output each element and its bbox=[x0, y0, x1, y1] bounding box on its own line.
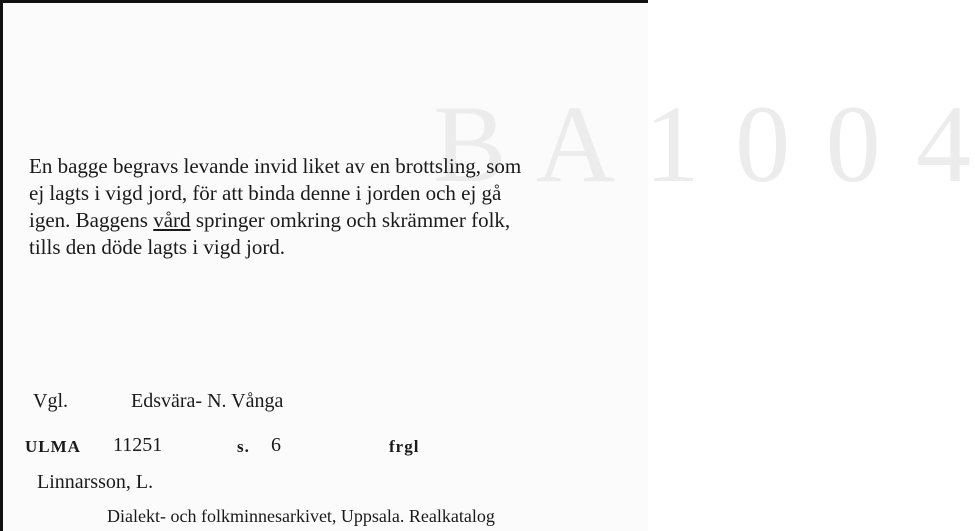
archive-code: ULMA bbox=[25, 437, 81, 456]
page-number: 6 bbox=[271, 434, 281, 456]
text-line-4: tills den döde lagts i vigd jord. bbox=[29, 235, 286, 259]
text-line-2: ej lagts i vigd jord, för att binda denne i jorden och ej gå bbox=[29, 181, 502, 205]
text-line-3-end: springer omkring och skrämmer folk, bbox=[190, 208, 511, 232]
vgl-label: Vgl. bbox=[33, 390, 68, 412]
recorder-name: Linnarsson, L. bbox=[37, 471, 154, 493]
place-name: Edsvära- N. Vånga bbox=[131, 390, 284, 412]
category: frgl bbox=[389, 437, 420, 456]
text-line-3 bbox=[29, 207, 639, 234]
bleed-through-marks: B A 1 0 0 4 bbox=[433, 83, 975, 205]
archive-footer: Dialekt- och folkminnesarkivet, Uppsala. Realkatalog bbox=[107, 506, 495, 526]
page-label: s. bbox=[237, 437, 250, 456]
record-number: 11251 bbox=[113, 434, 163, 456]
text-line-1: En bagge begravs levande invid liket av en brottsling, som bbox=[29, 154, 522, 178]
text-line-3-start: igen. Baggens bbox=[29, 208, 154, 232]
underlined-word: vård bbox=[153, 208, 191, 232]
card-text bbox=[29, 153, 639, 261]
